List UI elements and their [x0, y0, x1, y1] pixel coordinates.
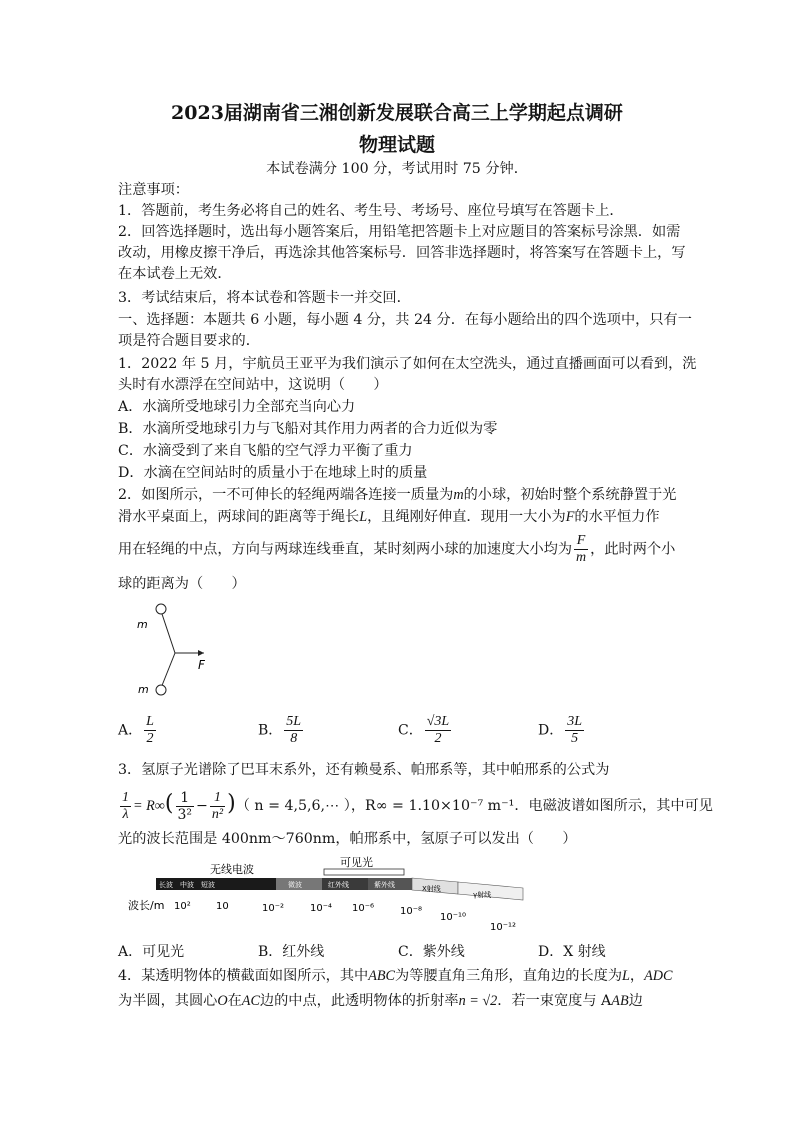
q2-option-d: D． $\frac{3L}{5}$ — [538, 714, 583, 746]
q1-option-a: A．水滴所受地球引力全部充当向心力 — [118, 399, 356, 415]
q4-line-b: 为半圆，其圆心O在AC边的中点，此透明物体的折射率n = √2．若一束宽度与 AAB边 — [118, 993, 643, 1009]
visible-bracket — [324, 869, 404, 875]
q2-stem-b: 滑水平桌面上，两球间的距离等于绳长L，且绳刚好伸直．现用一大小为F的水平恒力作 — [118, 509, 660, 525]
q3-option-c: C．紫外线 — [398, 944, 465, 960]
q1-stem-b: 头时有水漂浮在空间站中，这说明（ ） — [118, 377, 388, 393]
q2-option-c: C． $\frac{√3L}{2}$ — [398, 714, 450, 746]
note-3: 3．考试结束后，将本试卷和答题卡一并交回． — [118, 290, 411, 306]
note-1: 1．答题前，考生务必将自己的姓名、考生号、考场号、座位号填写在答题卡上． — [118, 203, 624, 219]
q1-stem-a: 1．2022 年 5 月，宇航员王亚平为我们演示了如何在太空洗头，通过直播画面可以看到，洗 — [118, 356, 697, 372]
q1-option-d: D．水滴在空间站时的质量小于在地球上时的质量 — [118, 465, 428, 481]
rope-upper — [161, 611, 175, 653]
q2-stem-d: 球的距离为（ ） — [118, 576, 246, 592]
em-spectrum-figure — [128, 854, 538, 936]
q2-option-b: B． $\frac{5L}{8}$ — [258, 714, 302, 746]
q1-option-b: B．水滴所受地球引力与飞船对其作用力两者的合力近似为零 — [118, 421, 498, 437]
note-2b: 改动，用橡皮擦干净后，再选涂其他答案标号．回答非选择题时，将答案写在答题卡上，写 — [118, 245, 686, 261]
q3-formula: $\frac{1}{\lambda}$ = R∞( $\frac{1}{\text{3²}}$ − $\frac{1}{\text{n²}}$ )（ n = 4,5,6,⋯ ），R∞ = 1.10×10⁻⁷ m⁻¹．电磁波谱如图所示，其中可见 — [122, 789, 713, 823]
tick-10-neg10: 10⁻¹⁰ — [440, 912, 467, 923]
band-label-gamma: γ射线 — [473, 891, 492, 899]
q2-option-a: A． $\frac{L}{2}$ — [118, 714, 154, 746]
q3-option-a: A．可见光 — [118, 944, 185, 960]
tick-10-neg2: 10⁻² — [262, 903, 285, 914]
band-label-short: 短波 — [201, 881, 215, 889]
q2-figure — [128, 598, 228, 698]
tick-10: 10 — [216, 901, 229, 912]
tick-10-neg6: 10⁻⁶ — [352, 903, 375, 914]
q3-stem-c: 光的波长范围是 400nm～760nm，帕邢系中，氢原子可以发出（ ） — [118, 831, 577, 847]
label-F: F — [198, 658, 205, 672]
q4-line-a: 4．某透明物体的横截面如图所示，其中ABC为等腰直角三角形，直角边的长度为L，ADC — [118, 968, 673, 984]
label-m-top: m — [137, 618, 148, 631]
force-arrowhead — [198, 650, 204, 656]
q2-stem-c: 用在轻绳的中点，方向与两球连线垂直，某时刻两小球的加速度大小均为 $\frac{F}{m}$ ，此时两个小 — [118, 533, 676, 565]
tick-10-2: 10² — [174, 901, 191, 912]
q3-option-b: B．红外线 — [258, 944, 325, 960]
section1-line-b: 项是符合题目要求的． — [118, 333, 260, 349]
tick-10-neg12: 10⁻¹² — [490, 922, 517, 933]
exam-subtitle: 物理试题 — [358, 134, 435, 156]
band-label-micro: 微波 — [288, 881, 302, 889]
exam-title: 2023届湖南省三湘创新发展联合高三上学期起点调研 — [171, 102, 623, 124]
q1-option-c: C．水滴受到了来自飞船的空气浮力平衡了重力 — [118, 443, 413, 459]
note-2a: 2．回答选择题时，选出每小题答案后，用铅笔把答题卡上对应题目的答案标号涂黑．如需 — [118, 224, 681, 240]
band-label-ir: 红外线 — [328, 881, 349, 889]
q3-stem-a: 3．氢原子光谱除了巴耳末系外，还有赖曼系、帕邢系等，其中帕邢系的公式为 — [118, 762, 610, 778]
q3-option-d: D．X 射线 — [538, 944, 606, 960]
tick-10-neg8: 10⁻⁸ — [400, 906, 423, 917]
rope-lower — [161, 653, 175, 688]
band-label-uv: 紫外线 — [374, 881, 395, 889]
exam-info: 本试卷满分 100 分，考试用时 75 分钟． — [266, 161, 528, 177]
band-label-medium: 中波 — [180, 881, 194, 889]
section1-line-a: 一、选择题：本题共 6 小题，每小题 4 分，共 24 分．在每小题给出的四个选项中，只有一 — [118, 312, 692, 328]
band-radio — [156, 878, 276, 890]
label-m-bottom: m — [138, 683, 149, 696]
q2-accel-fraction: $\frac{F}{m}$ — [576, 533, 587, 565]
q2-stem-a: 2．如图所示，一不可伸长的轻绳两端各连接一质量为m的小球，初始时整个系统静置于光 — [118, 487, 677, 503]
band-label-long: 长波 — [159, 881, 173, 889]
spectrum-axis-label: 波长/m — [128, 899, 165, 912]
notes-heading: 注意事项： — [118, 182, 189, 198]
tick-10-neg4: 10⁻⁴ — [310, 903, 333, 914]
ball-top — [156, 604, 166, 614]
band-label-x: X射线 — [422, 885, 441, 893]
note-2c: 在本试卷上无效． — [118, 266, 232, 282]
ball-bottom — [156, 685, 166, 695]
visible-label: 可见光 — [340, 856, 373, 869]
radio-label: 无线电波 — [210, 863, 254, 876]
